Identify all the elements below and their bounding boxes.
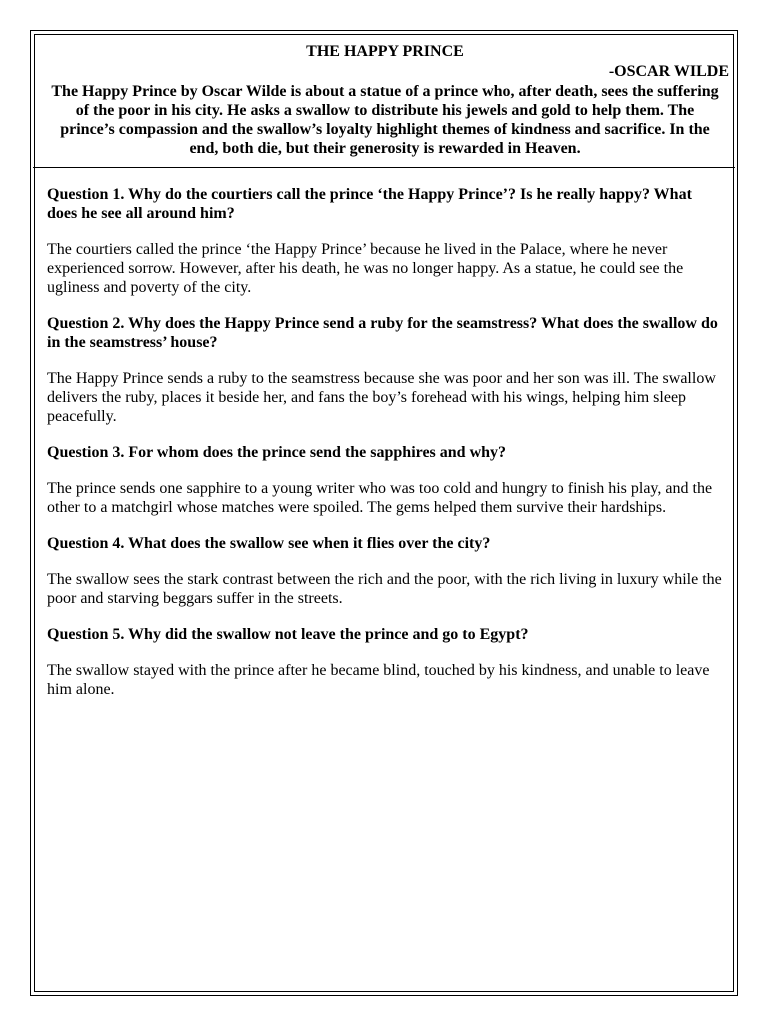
answer-5: The swallow stayed with the prince after he became blind, touched by his kindness, and unable to leave him alone. bbox=[47, 662, 710, 698]
document-content bbox=[47, 42, 729, 699]
qa-item-5 bbox=[47, 625, 723, 699]
qa-item-2 bbox=[47, 314, 723, 426]
section-divider bbox=[33, 167, 735, 168]
qa-item-4 bbox=[47, 534, 723, 608]
question-3: Question 3. For whom does the prince send the sapphires and why? bbox=[47, 444, 507, 461]
answer-2: The Happy Prince sends a ruby to the seamstress because she was poor and her son was ill. The swallow delivers the ruby, places it beside her, and fans the boy’s forehead with his wings, helping him sleep peacefully. bbox=[47, 370, 716, 425]
question-4: Question 4. What does the swallow see when it flies over the city? bbox=[47, 535, 491, 552]
document-title: THE HAPPY PRINCE bbox=[306, 43, 464, 60]
qa-item-1 bbox=[47, 185, 723, 297]
answer-3: The prince sends one sapphire to a young writer who was too cold and hungry to finish his play, and the other to a matchgirl whose matches were spoiled. The gems helped them survive their hardships. bbox=[47, 480, 713, 516]
question-2: Question 2. Why does the Happy Prince send a ruby for the seamstress? What does the swallow do in the seamstress’ house? bbox=[47, 315, 718, 351]
answer-1: The courtiers called the prince ‘the Happy Prince’ because he lived in the Palace, where he never experienced sorrow. However, after his death, he was no longer happy. As a statue, he could see the ugliness and poverty of the city. bbox=[47, 241, 684, 296]
question-1: Question 1. Why do the courtiers call the prince ‘the Happy Prince’? Is he really happy? What does he see all around him? bbox=[47, 186, 692, 222]
document-author: -OSCAR WILDE bbox=[608, 63, 729, 80]
answer-4: The swallow sees the stark contrast between the rich and the poor, with the rich living in luxury while the poor and starving beggars suffer in the streets. bbox=[47, 571, 722, 607]
document-summary: The Happy Prince by Oscar Wilde is about a statue of a prince who, after death, sees the suffering of the poor in his city. He asks a swallow to distribute his jewels and gold to help them. The prince’s compassion and the swallow’s loyalty highlight themes of kindness and sacrifice. In the end, both die, but their generosity is rewarded in Heaven. bbox=[51, 83, 719, 157]
question-5: Question 5. Why did the swallow not leave the prince and go to Egypt? bbox=[47, 626, 529, 643]
qa-item-3 bbox=[47, 443, 723, 517]
